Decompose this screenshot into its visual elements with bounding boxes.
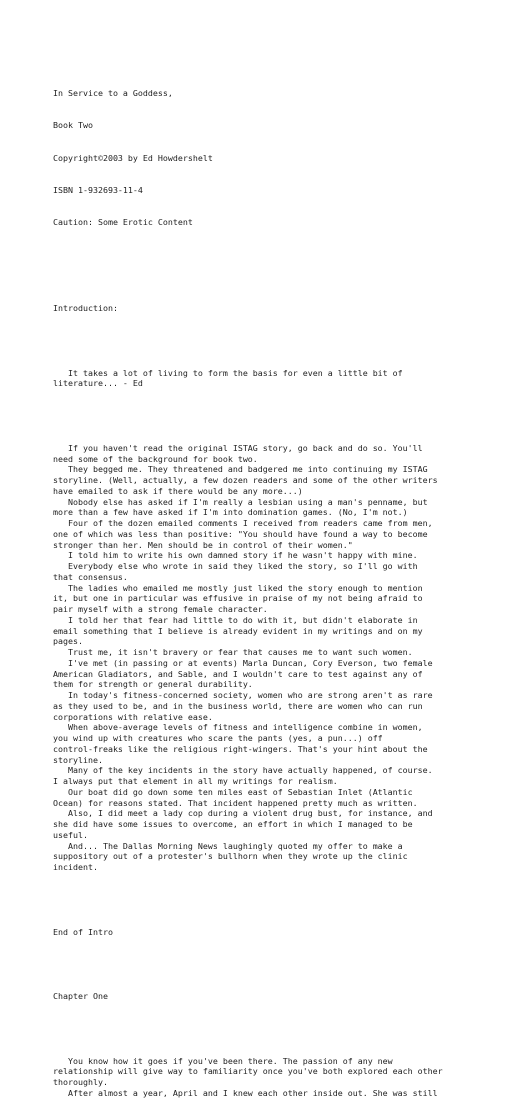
text-line: I always put that element in all my writings for realism.: [53, 776, 338, 786]
text-line: I told him to write his own damned story if he wasn't happy with mine.: [53, 550, 418, 561]
text-line: Ocean) for reasons stated. That incident happened pretty much as written.: [53, 797, 418, 808]
epigraph-line: literature... - Ed: [53, 378, 143, 389]
isbn-line: ISBN 1-932693-11-4: [53, 184, 143, 195]
chapter-body: [53, 1056, 492, 1099]
chapter-heading: Chapter One: [53, 991, 108, 1001]
text-line: storyline. (Well, actually, a few dozen readers and some of the other writers: [53, 475, 438, 485]
content-caution: Caution: Some Erotic Content: [53, 217, 193, 227]
text-line: as they used to be, and in the business world, there are women who can run: [53, 700, 423, 711]
text-line: Our boat did go down some ten miles east of Sebastian Inlet (Atlantic: [53, 786, 413, 797]
text-line: pages.: [53, 636, 83, 647]
intro-body: [53, 443, 492, 873]
text-line: that consensus.: [53, 571, 128, 582]
text-line: Many of the key incidents in the story have actually happened, of course.: [53, 765, 433, 776]
text-line: The ladies who emailed me mostly just liked the story enough to mention: [53, 582, 423, 593]
text-line: If you haven't read the original ISTAG story, go back and do so. You'll: [53, 442, 423, 453]
text-line: it, but one in particular was effusive in praise of my not being afraid to: [53, 593, 423, 604]
epigraph: [53, 368, 492, 390]
text-line: them for strength or general durability.: [53, 679, 253, 690]
text-line: storyline.: [53, 754, 103, 765]
text-line: American Gladiators, and Sable, and I wouldn't care to test against any of: [53, 668, 423, 679]
text-line: suppository out of a protester's bullhorn when they wrote up the clinic: [53, 851, 408, 862]
epigraph-line: It takes a lot of living to form the basis for even a little bit of: [53, 367, 403, 378]
text-line: Four of the dozen emailed comments I received from readers came from men,: [53, 518, 433, 528]
text-line: I've met (in passing or at events) Marla Duncan, Cory Everson, two female: [53, 657, 433, 668]
text-line: email something that I believe is already evident in my writings and on my: [53, 625, 423, 636]
text-line: she did have some issues to overcome, an effort in which I managed to be: [53, 819, 413, 829]
text-line: stronger than her. Men should be in control of their women.": [53, 539, 353, 550]
text-line: And... The Dallas Morning News laughingly quoted my offer to make a: [53, 840, 403, 851]
text-line: thoroughly.: [53, 1077, 108, 1087]
text-line: more than a few have asked if I'm into domination games. (No, I'm not.): [53, 507, 408, 518]
copyright-line: Copyright©2003 by Ed Howdershelt: [53, 152, 213, 163]
end-of-intro: End of Intro: [53, 926, 113, 937]
document-header: [53, 67, 492, 250]
text-line: one of which was less than positive: "You should have found a way to become: [53, 528, 428, 539]
text-line: corporations with relative ease.: [53, 711, 213, 722]
text-line: control-freaks like the religious right-wingers. That's your hint about the: [53, 743, 428, 754]
text-line: have emailed to ask if there would be any more...): [53, 485, 303, 496]
text-line: Trust me, it isn't bravery or fear that causes me to want such women.: [53, 647, 413, 657]
text-line: I told her that fear had little to do with it, but didn't elaborate in: [53, 614, 418, 625]
text-line: You know how it goes if you've been there. The passion of any new: [53, 1055, 393, 1066]
text-line: relationship will give way to familiarity once you've both explored each other: [53, 1066, 443, 1077]
intro-heading: Introduction:: [53, 303, 118, 313]
book-title: In Service to a Goddess,: [53, 88, 173, 98]
text-line: Also, I did meet a lady cop during a violent drug bust, for instance, and: [53, 808, 433, 819]
text-line: pair myself with a strong female character.: [53, 604, 268, 614]
text-line: When above-average levels of fitness and intelligence combine in women,: [53, 722, 423, 733]
text-line: you wind up with creatures who scare the pants (yes, a pun...) off: [53, 733, 383, 743]
text-line: Everybody else who wrote in said they liked the story, so I'll go with: [53, 561, 418, 571]
text-line: Nobody else has asked if I'm really a lesbian using a man's penname, but: [53, 496, 428, 507]
text-line: useful.: [53, 829, 88, 840]
text-line: incident.: [53, 862, 98, 872]
book-subtitle: Book Two: [53, 120, 93, 131]
text-line: They begged me. They threatened and badgered me into continuing my ISTAG: [53, 464, 428, 475]
text-line: need some of the background for book two.: [53, 453, 258, 464]
text-line: In today's fitness-concerned society, women who are strong aren't as rare: [53, 690, 433, 700]
text-line: After almost a year, April and I knew each other inside out. She was still: [53, 1087, 438, 1098]
